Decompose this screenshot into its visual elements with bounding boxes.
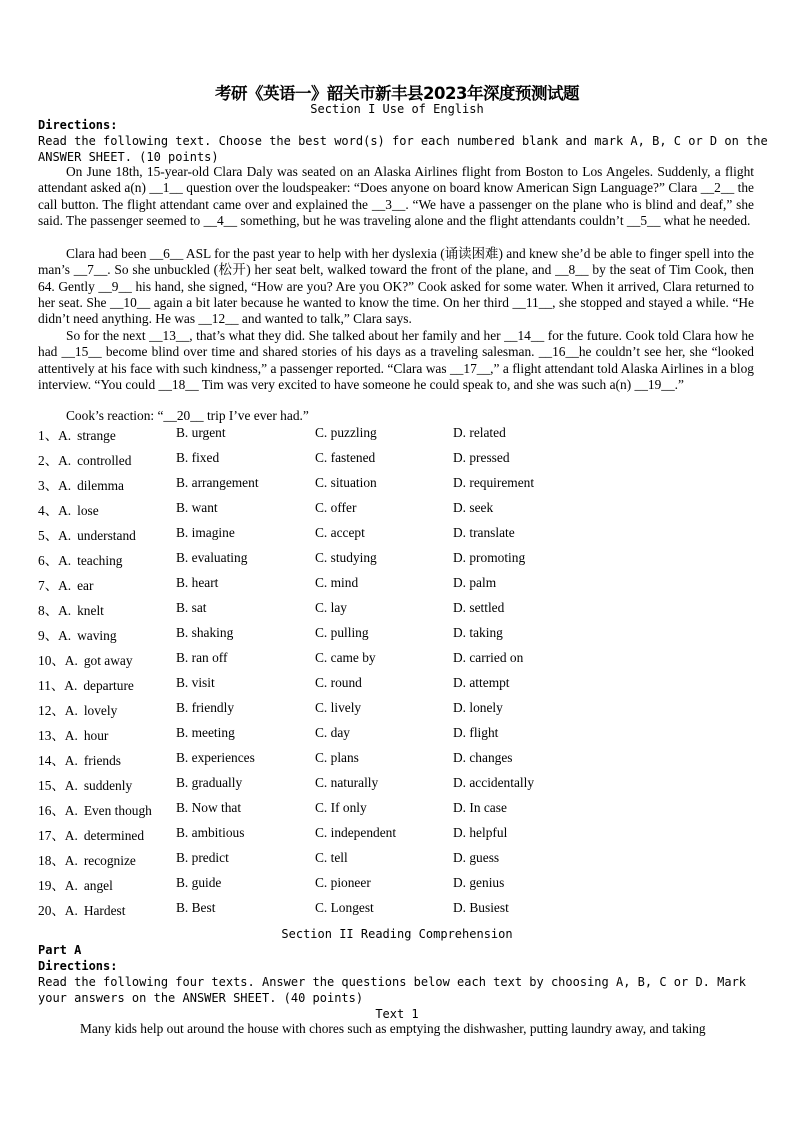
option-b: B. friendly: [176, 700, 235, 715]
question-row: [38, 850, 638, 868]
option-b: B. evaluating: [176, 550, 248, 565]
section2-directions-line1: Read the following four texts. Answer the questions below each text by choosing A, B, C or D. Mark: [38, 975, 747, 989]
question-number: 18、A.: [38, 853, 78, 868]
text1-heading: Text 1: [375, 1007, 419, 1021]
option-c: C. If only: [315, 800, 367, 815]
option-d: D. changes: [453, 750, 513, 765]
question-number-option-a: [38, 875, 113, 894]
option-b: B. guide: [176, 875, 222, 890]
option-b: B. visit: [176, 675, 215, 690]
option-b: B. predict: [176, 850, 229, 865]
option-b: B. Best: [176, 900, 216, 915]
option-d: D. related: [453, 425, 506, 440]
option-a-text: waving: [77, 628, 117, 643]
question-row: [38, 575, 638, 593]
section2-directions-line2: your answers on the ANSWER SHEET. (40 points): [38, 991, 364, 1005]
question-number-option-a: [38, 675, 134, 694]
question-row: [38, 750, 638, 768]
question-row: [38, 775, 638, 793]
part-a-label: Part A: [38, 943, 82, 957]
option-c: C. round: [315, 675, 362, 690]
option-a-text: determined: [83, 828, 145, 843]
option-c: C. pioneer: [315, 875, 371, 890]
option-d: D. pressed: [453, 450, 510, 465]
option-b: B. gradually: [176, 775, 243, 790]
option-b: B. urgent: [176, 425, 226, 440]
question-row: [38, 700, 638, 718]
option-c: C. came by: [315, 650, 376, 665]
option-a-text: ear: [77, 578, 94, 593]
option-d: D. seek: [453, 500, 494, 515]
option-c: C. independent: [315, 825, 397, 840]
option-c: C. situation: [315, 475, 377, 490]
option-a-text: knelt: [77, 603, 104, 618]
question-row: [38, 450, 638, 468]
question-number-option-a: [38, 425, 116, 444]
question-number: 10、A.: [38, 653, 78, 668]
option-d: D. settled: [453, 600, 505, 615]
option-d: D. Busiest: [453, 900, 509, 915]
option-a-text: strange: [77, 428, 116, 443]
option-a-text: lose: [77, 503, 99, 518]
question-row: [38, 425, 638, 443]
option-c: C. day: [315, 725, 350, 740]
option-b: B. heart: [176, 575, 219, 590]
question-row: [38, 675, 638, 693]
question-row: [38, 725, 638, 743]
text1-first-line: Many kids help out around the house with chores such as emptying the dishwasher, putting laundry away, and taking: [80, 1021, 706, 1036]
question-number: 19、A.: [38, 878, 78, 893]
question-number-option-a: [38, 700, 117, 719]
option-a-text: suddenly: [83, 778, 133, 793]
passage-paragraph-1: On June 18th, 15-year-old Clara Daly was seated on an Alaska Airlines flight from Boston to Los Angeles. Suddenly, a flight attendant asked a(n) __1__ question over the loudspeaker: “Does anyone on board know American Sign Language?” Clara __2__ the call button. The flight attendant came over and explained the __3__. “We have a passenger on the plane who is blind and deaf,” she said. The passenger seemed to __4__ something, but he was traveling alone and the flight attendants couldn’t __5__ what he needed.: [38, 164, 754, 228]
section2-heading: Section II Reading Comprehension: [281, 927, 513, 941]
option-b: B. want: [176, 500, 218, 515]
section2-directions-label: Directions:: [38, 959, 118, 973]
question-row: [38, 900, 638, 918]
option-a-text: lovely: [83, 703, 118, 718]
question-number: 3、A.: [38, 478, 72, 493]
option-d: D. carried on: [453, 650, 524, 665]
question-number-option-a: [38, 625, 117, 644]
option-a-text: dilemma: [77, 478, 124, 493]
question-number-option-a: [38, 775, 132, 794]
option-d: D. taking: [453, 625, 503, 640]
option-c: C. tell: [315, 850, 348, 865]
option-c: C. studying: [315, 550, 377, 565]
question-number: 4、A.: [38, 503, 72, 518]
option-c: C. puzzling: [315, 425, 377, 440]
question-row: [38, 800, 638, 818]
option-d: D. flight: [453, 725, 499, 740]
question-number: 2、A.: [38, 453, 72, 468]
section1-directions-line2: ANSWER SHEET. (10 points): [38, 150, 219, 164]
question-row: [38, 650, 638, 668]
question-number: 16、A.: [38, 803, 78, 818]
question-number-option-a: [38, 500, 99, 519]
question-row: [38, 875, 638, 893]
option-b: B. imagine: [176, 525, 235, 540]
question-row: [38, 550, 638, 568]
option-a-text: Hardest: [83, 903, 126, 918]
question-number: 15、A.: [38, 778, 78, 793]
question-number-option-a: [38, 750, 121, 769]
option-c: C. lay: [315, 600, 347, 615]
option-d: D. promoting: [453, 550, 526, 565]
option-c: C. Longest: [315, 900, 374, 915]
question-number: 6、A.: [38, 553, 72, 568]
option-d: D. requirement: [453, 475, 535, 490]
question-number-option-a: [38, 850, 136, 869]
question-row: [38, 525, 638, 543]
option-d: D. In case: [453, 800, 507, 815]
question-number-option-a: [38, 825, 144, 844]
question-row: [38, 475, 638, 493]
option-c: C. fastened: [315, 450, 376, 465]
option-a-text: controlled: [77, 453, 132, 468]
question-number-option-a: [38, 550, 122, 569]
option-a-text: got away: [83, 653, 133, 668]
question-number: 5、A.: [38, 528, 72, 543]
question-number: 8、A.: [38, 603, 72, 618]
passage-paragraph-4: Cook’s reaction: “__20__ trip I’ve ever had.”: [66, 408, 309, 423]
question-number: 12、A.: [38, 703, 78, 718]
question-number: 13、A.: [38, 728, 78, 743]
option-b: B. shaking: [176, 625, 234, 640]
option-d: D. guess: [453, 850, 500, 865]
option-d: D. attempt: [453, 675, 510, 690]
question-number: 17、A.: [38, 828, 78, 843]
option-b: B. arrangement: [176, 475, 259, 490]
option-d: D. genius: [453, 875, 505, 890]
question-number-option-a: [38, 900, 125, 919]
option-d: D. accidentally: [453, 775, 535, 790]
option-c: C. plans: [315, 750, 359, 765]
option-b: B. sat: [176, 600, 207, 615]
option-c: C. mind: [315, 575, 359, 590]
question-number: 20、A.: [38, 903, 78, 918]
option-a-text: recognize: [83, 853, 136, 868]
option-c: C. offer: [315, 500, 357, 515]
option-a-text: understand: [77, 528, 136, 543]
option-b: B. ambitious: [176, 825, 245, 840]
option-a-text: teaching: [77, 553, 123, 568]
option-a-text: Even though: [83, 803, 152, 818]
section1-heading: Section I Use of English: [310, 102, 484, 116]
question-number-option-a: [38, 600, 104, 619]
option-a-text: hour: [83, 728, 109, 743]
question-row: [38, 600, 638, 618]
question-number-option-a: [38, 725, 108, 744]
question-number: 9、A.: [38, 628, 72, 643]
option-c: C. accept: [315, 525, 365, 540]
option-b: B. Now that: [176, 800, 242, 815]
question-number: 1、A.: [38, 428, 72, 443]
question-row: [38, 500, 638, 518]
option-a-text: angel: [83, 878, 113, 893]
option-b: B. meeting: [176, 725, 235, 740]
passage-paragraph-3: So for the next __13__, that’s what they did. She talked about her family and her __14__ for the future. Cook told Clara how he had __15__ become blind over time and shared stories of his days as a traveling salesman. __16__he couldn’t see her, she “looked attentively at his face with such kindness,” a passenger reported. “Clara was __17__,” a flight attendant told Alaska Airlines in a blog interview. “You could __18__ Tim was very excited to have someone he could speak to, and she was such a(n) __19__.”: [38, 328, 754, 392]
passage-paragraph-2: Clara had been __6__ ASL for the past year to help with her dyslexia (诵读困难) and knew she’d be able to finger spell into the man’s __7__. So she unbuckled (松开) her seat belt, walked toward the front of the plane, and __8__ by the seat of Tim Cook, then 64. Gently __9__ his hand, she signed, “How are you? Are you OK?” Cook asked for some water. When it arrived, Clara returned to her seat. She __10__ again a bit later because he wanted to know the time. On her third __11__, she stopped and stayed a while. “He didn’t need anything. He was __12__ and wanted to talk,” Clara says.: [38, 246, 754, 327]
question-number: 11、A.: [38, 678, 78, 693]
option-c: C. naturally: [315, 775, 379, 790]
option-a-text: departure: [83, 678, 134, 693]
option-d: D. helpful: [453, 825, 508, 840]
option-c: C. lively: [315, 700, 362, 715]
option-b: B. fixed: [176, 450, 220, 465]
option-d: D. lonely: [453, 700, 503, 715]
question-number: 14、A.: [38, 753, 78, 768]
question-row: [38, 625, 638, 643]
option-c: C. pulling: [315, 625, 369, 640]
option-b: B. ran off: [176, 650, 228, 665]
question-number-option-a: [38, 575, 93, 594]
option-a-text: friends: [83, 753, 121, 768]
question-number-option-a: [38, 650, 133, 669]
section1-directions-line1: Read the following text. Choose the best word(s) for each numbered blank and mark A, B, C or D on the: [38, 134, 768, 148]
question-number: 7、A.: [38, 578, 72, 593]
question-number-option-a: [38, 450, 131, 469]
page-title: 考研《英语一》韶关市新丰县2023年深度预测试题: [215, 84, 579, 103]
question-number-option-a: [38, 800, 152, 819]
section1-directions-label: Directions:: [38, 118, 118, 132]
question-number-option-a: [38, 525, 136, 544]
option-b: B. experiences: [176, 750, 255, 765]
question-number-option-a: [38, 475, 124, 494]
option-d: D. translate: [453, 525, 515, 540]
option-d: D. palm: [453, 575, 497, 590]
question-row: [38, 825, 638, 843]
